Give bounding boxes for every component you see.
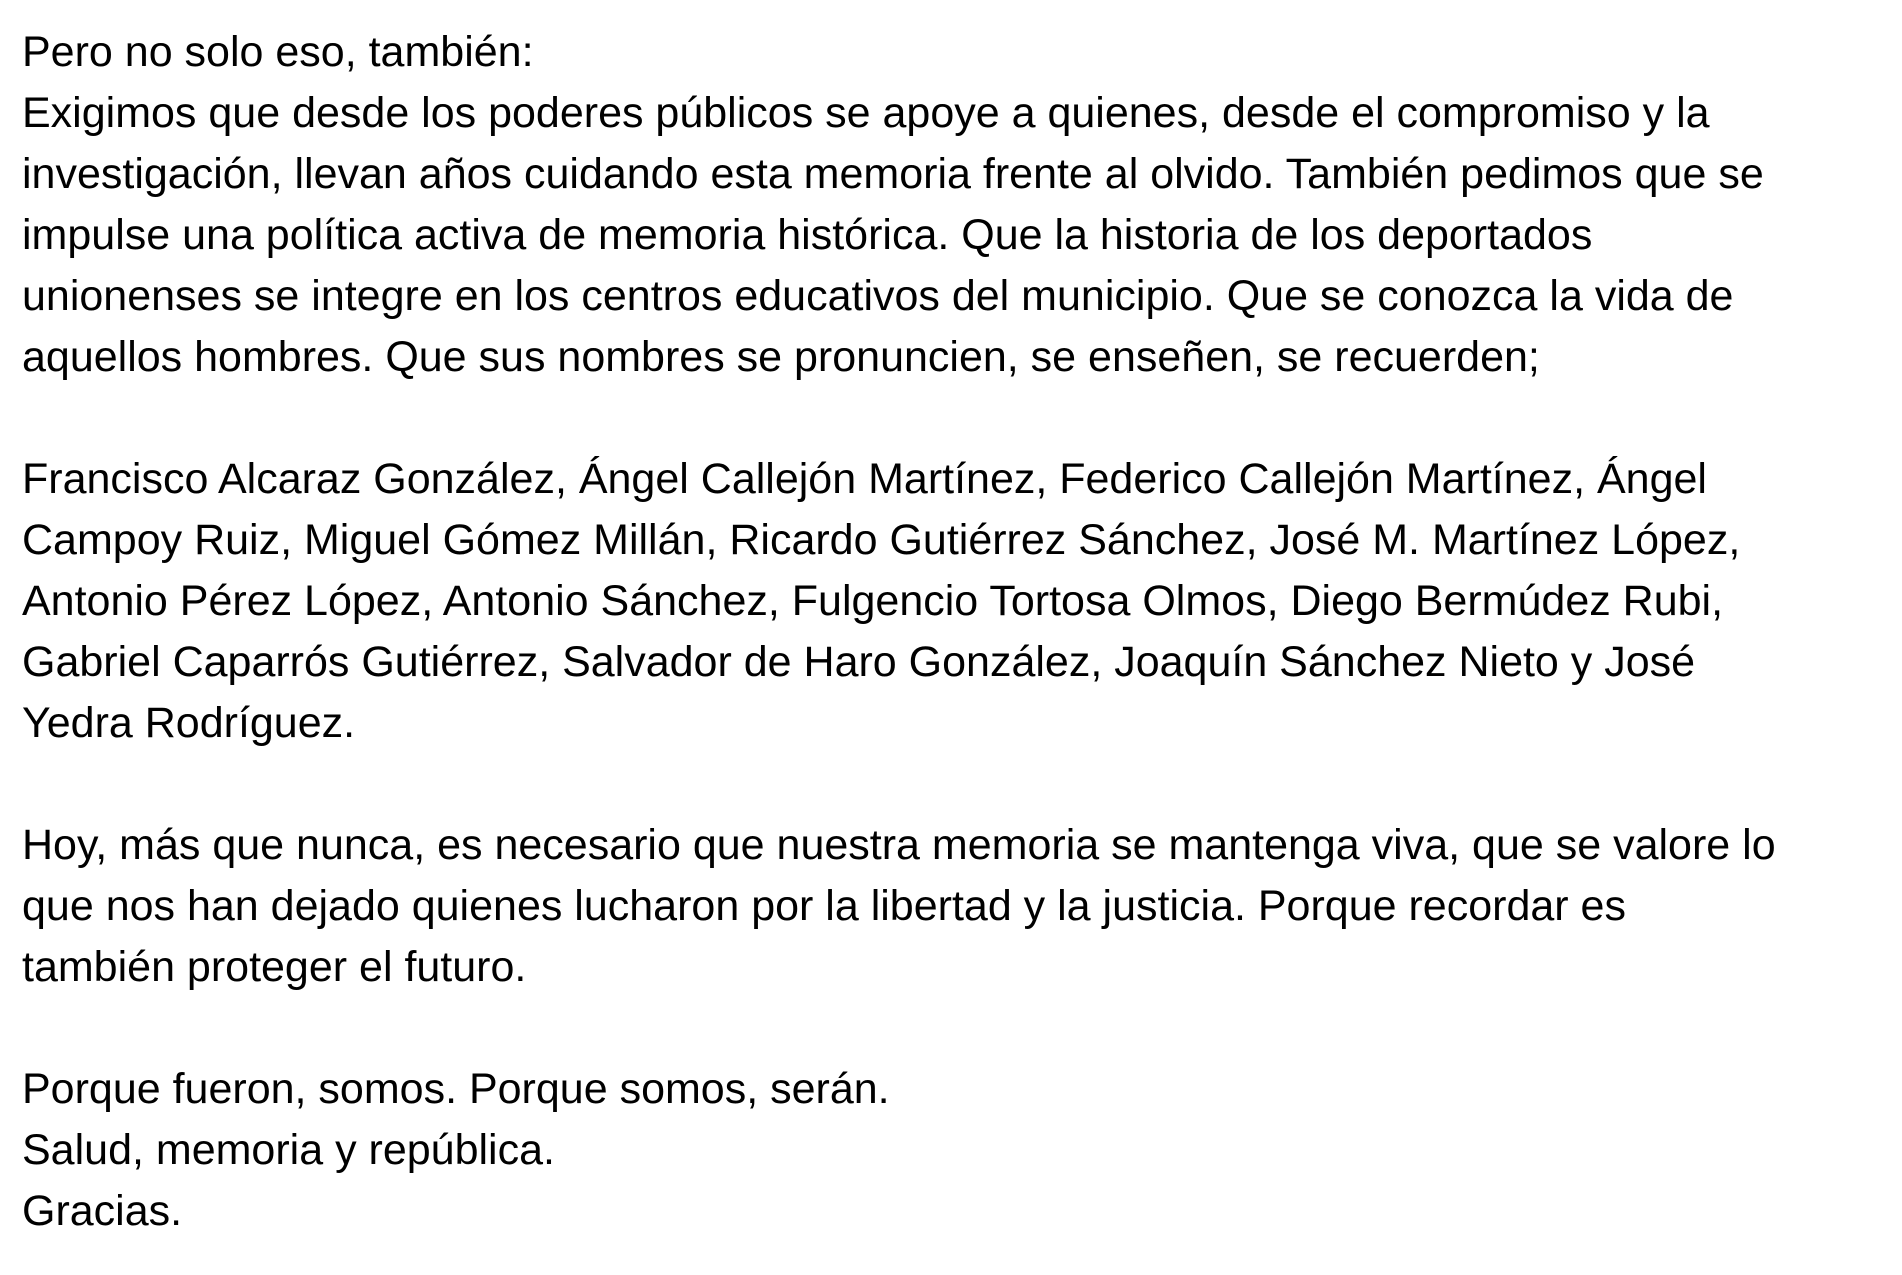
text-line: Yedra Rodríguez. xyxy=(22,699,356,747)
text-line: unionenses se integre en los centros educativos del municipio. Que se conozca la vida de xyxy=(22,272,1734,320)
paragraph-names xyxy=(22,449,1892,754)
text-line: que nos han dejado quienes lucharon por la libertad y la justicia. Porque recordar es xyxy=(22,882,1626,930)
text-line: Porque fueron, somos. Porque somos, serán. xyxy=(22,1065,890,1113)
text-line: Campoy Ruiz, Miguel Gómez Millán, Ricardo Gutiérrez Sánchez, José M. Martínez López, xyxy=(22,516,1741,564)
text-line: también proteger el futuro. xyxy=(22,943,527,991)
paragraph-spacer xyxy=(22,754,1892,815)
paragraph-intro xyxy=(22,22,1892,388)
text-line: aquellos hombres. Que sus nombres se pronuncien, se enseñen, se recuerden; xyxy=(22,333,1540,381)
paragraph-spacer xyxy=(22,388,1892,449)
text-line: Salud, memoria y república. xyxy=(22,1126,555,1174)
text-line: Francisco Alcaraz González, Ángel Callejón Martínez, Federico Callejón Martínez, Ángel xyxy=(22,455,1707,503)
text-line: Gracias. xyxy=(22,1187,183,1235)
text-line: Exigimos que desde los poderes públicos se apoye a quienes, desde el compromiso y la xyxy=(22,89,1710,137)
paragraph-spacer xyxy=(22,998,1892,1059)
text-line: Antonio Pérez López, Antonio Sánchez, Fulgencio Tortosa Olmos, Diego Bermúdez Rubi, xyxy=(22,577,1724,625)
document-body xyxy=(22,22,1892,1242)
text-line: Pero no solo eso, también: xyxy=(22,28,534,76)
text-line: investigación, llevan años cuidando esta memoria frente al olvido. También pedimos que se xyxy=(22,150,1764,198)
text-line: impulse una política activa de memoria histórica. Que la historia de los deportados xyxy=(22,211,1593,259)
text-line: Gabriel Caparrós Gutiérrez, Salvador de Haro González, Joaquín Sánchez Nieto y José xyxy=(22,638,1696,686)
paragraph-today xyxy=(22,815,1892,998)
paragraph-closing xyxy=(22,1059,1892,1242)
text-line: Hoy, más que nunca, es necesario que nuestra memoria se mantenga viva, que se valore lo xyxy=(22,821,1776,869)
